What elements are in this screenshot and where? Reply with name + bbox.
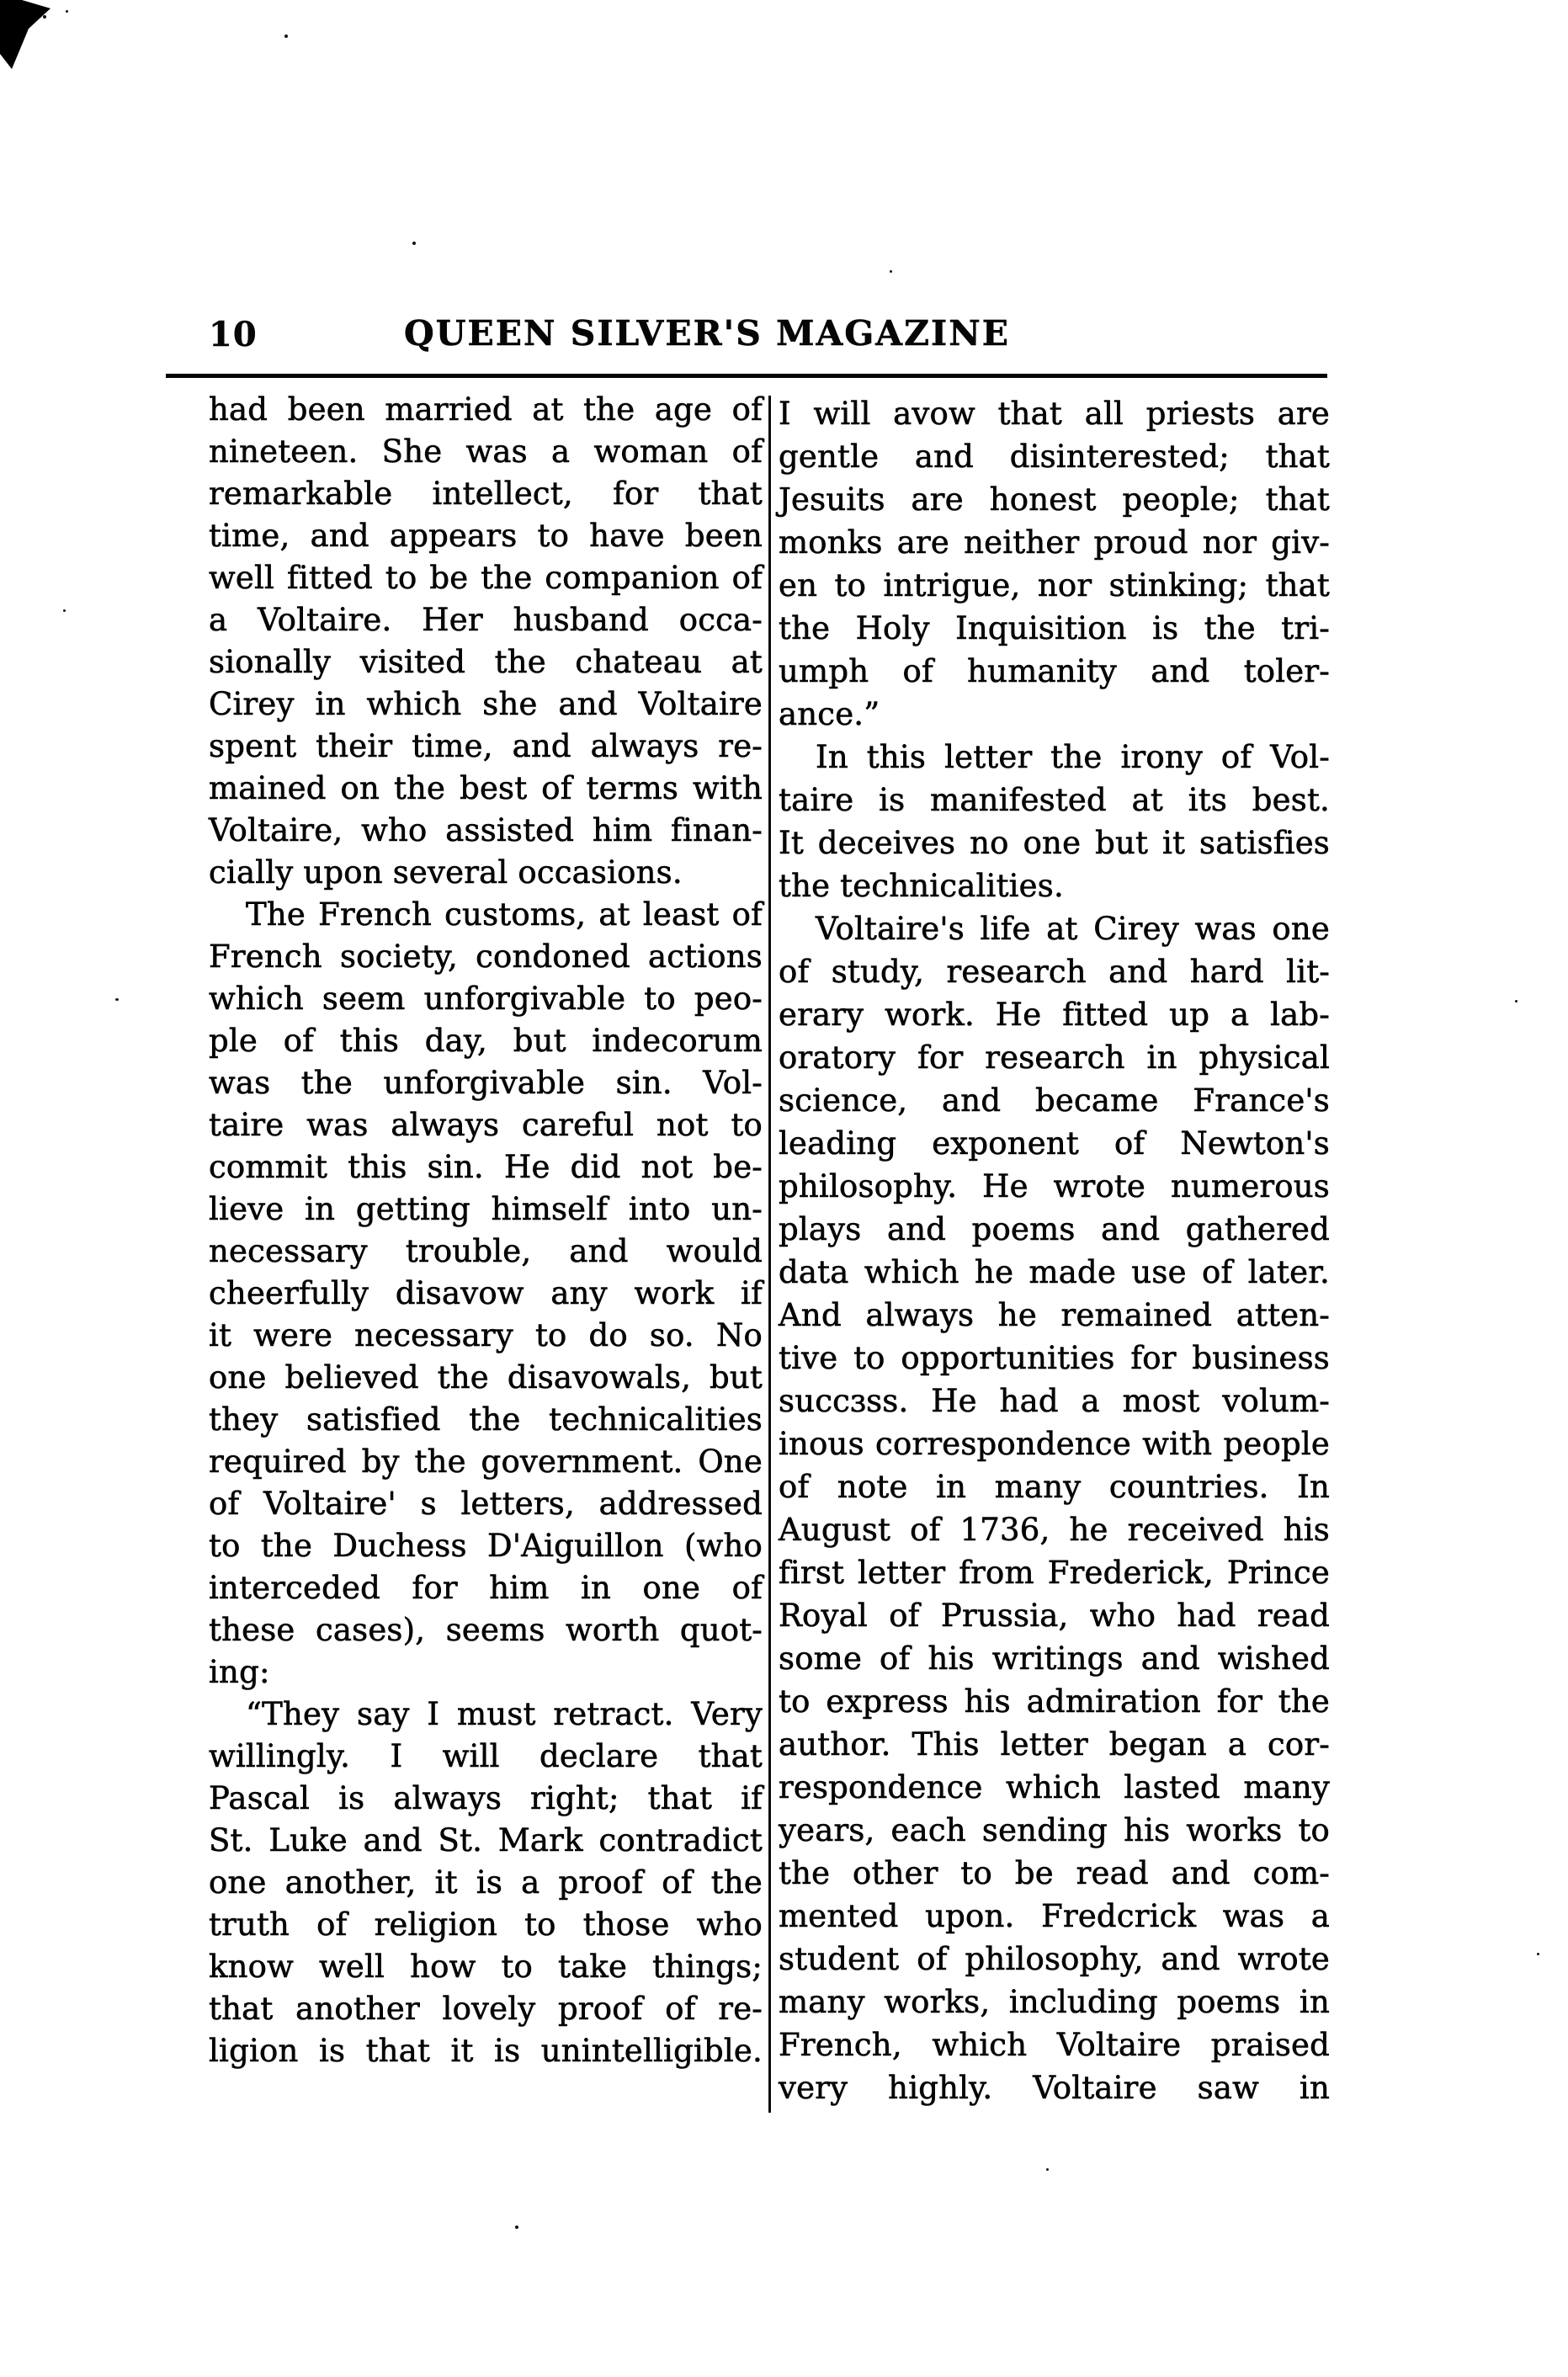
text-line: ing: (209, 1654, 270, 1690)
text-line: to the Duchess D'Aiguillon (who (209, 1528, 763, 1564)
text-line: French, which Voltaire praised (779, 2027, 1330, 2063)
text-line: very highly. Voltaire saw in (779, 2070, 1330, 2106)
text-line: spent their time, and always re- (209, 728, 763, 764)
text-line: succɜss. He had a most volum- (779, 1383, 1330, 1419)
left-column (209, 389, 763, 2072)
text-line: remarkable intellect, for that (209, 476, 763, 512)
text-line: Cirey in which she and Voltaire (209, 686, 763, 722)
ink-speck (115, 998, 119, 1001)
ink-speck (1537, 1953, 1539, 1955)
text-line: to express his admiration for the (779, 1683, 1330, 1720)
ink-mark (0, 0, 61, 77)
text-line: St. Luke and St. Mark contradict (209, 1822, 763, 1859)
text-line: philosophy. He wrote numerous (779, 1168, 1330, 1204)
ink-speck (515, 2225, 518, 2229)
text-line: student of philosophy, and wrote (779, 1941, 1330, 1977)
ink-speck (66, 10, 68, 13)
text-line: leading exponent of Newton's (779, 1125, 1330, 1162)
text-line: well fitted to be the companion of (209, 560, 763, 596)
text-line: Voltaire, who assisted him finan- (209, 812, 763, 848)
text-line: it were necessary to do so. No (209, 1317, 763, 1353)
ink-speck (43, 15, 46, 19)
text-line: time, and appears to have been (209, 518, 763, 554)
text-line: had been married at the age of (209, 391, 763, 428)
text-line: French society, condoned actions (209, 939, 763, 975)
text-line: plays and poems and gathered (779, 1211, 1330, 1247)
text-line: they satisfied the technicalities (209, 1401, 763, 1438)
text-line: ligion is that it is unintelligible. (209, 2033, 763, 2069)
text-line: inous correspondence with people (779, 1426, 1330, 1462)
text-line: willingly. I will declare that (209, 1738, 763, 1774)
text-line: ple of this day, but indecorum (209, 1023, 763, 1059)
text-line: years, each sending his works to (779, 1812, 1330, 1848)
text-line: one believed the disavowals, but (209, 1359, 763, 1396)
ink-speck (412, 242, 416, 245)
text-line: taire was always careful not to (209, 1107, 763, 1143)
text-line: nineteen. She was a woman of (209, 433, 763, 470)
text-line: en to intrigue, nor stinking; that (779, 567, 1330, 604)
text-line: monks are neither proud nor giv- (779, 524, 1330, 561)
text-line: truth of religion to those who (209, 1906, 763, 1943)
ink-speck (63, 609, 66, 612)
text-line: respondence which lasted many (779, 1769, 1330, 1805)
text-line: know well how to take things; (209, 1949, 763, 1985)
text-line: one another, it is a proof of the (209, 1864, 763, 1901)
text-line: And always he remained atten- (779, 1297, 1330, 1333)
text-line: first letter from Frederick, Prince (779, 1555, 1330, 1591)
text-line: of Voltaire' s letters, addressed (209, 1486, 763, 1522)
text-line: tive to opportunities for business (779, 1340, 1330, 1376)
text-line: oratory for research in physical (779, 1040, 1330, 1076)
text-line: ance.” (779, 696, 880, 732)
text-line: The French customs, at least of (246, 896, 763, 933)
column-divider (768, 396, 771, 2113)
ink-speck (1515, 1000, 1518, 1002)
header-rule (166, 374, 1327, 378)
text-line: the other to be read and com- (779, 1855, 1330, 1891)
text-line: some of his writings and wished (779, 1641, 1330, 1677)
text-line: interceded for him in one of (209, 1570, 763, 1606)
text-line: sionally visited the chateau at (209, 644, 763, 680)
page-number: 10 (209, 315, 258, 354)
text-line: “They say I must retract. Very (246, 1696, 763, 1732)
text-line: the Holy Inquisition is the tri- (779, 610, 1330, 646)
text-line: mented upon. Fredcrick was a (779, 1898, 1330, 1934)
text-line: taire is manifested at its best. (779, 782, 1330, 818)
ink-speck (890, 270, 892, 273)
text-line: required by the government. One (209, 1444, 763, 1480)
text-line: umph of humanity and toler- (779, 653, 1330, 689)
text-line: of study, research and hard lit- (779, 954, 1330, 990)
text-line: was the unforgivable sin. Vol- (209, 1065, 763, 1101)
magazine-title: QUEEN SILVER'S MAGAZINE (404, 313, 1010, 354)
text-line: that another lovely proof of re- (209, 1991, 763, 2027)
text-line: Royal of Prussia, who had read (779, 1598, 1330, 1634)
text-line: erary work. He fitted up a lab- (779, 997, 1330, 1033)
text-line: In this letter the irony of Vol- (816, 739, 1330, 775)
text-line: author. This letter began a cor- (779, 1726, 1330, 1763)
text-line: lieve in getting himself into un- (209, 1191, 763, 1227)
text-line: It deceives no one but it satisfies (779, 825, 1330, 861)
text-line: of note in many countries. In (779, 1469, 1330, 1505)
text-line: Voltaire's life at Cirey was one (816, 911, 1330, 947)
text-line: data which he made use of later. (779, 1254, 1330, 1290)
text-line: science, and became France's (779, 1082, 1330, 1119)
text-line: many works, including poems in (779, 1984, 1330, 2020)
text-line: cially upon several occasions. (209, 854, 683, 891)
right-column (779, 392, 1330, 2109)
text-line: cheerfully disavow any work if (209, 1275, 763, 1311)
text-line: Jesuits are honest people; that (779, 481, 1330, 518)
text-line: which seem unforgivable to peo- (209, 981, 763, 1017)
text-line: Pascal is always right; that if (209, 1780, 763, 1816)
text-line: necessary trouble, and would (209, 1233, 763, 1269)
text-line: these cases), seems worth quot- (209, 1612, 763, 1648)
text-line: gentle and disinterested; that (779, 439, 1330, 475)
text-line: mained on the best of terms with (209, 770, 763, 806)
text-line: I will avow that all priests are (779, 396, 1330, 432)
ink-speck (284, 35, 288, 38)
text-line: August of 1736, he received his (779, 1512, 1330, 1548)
text-line: the technicalities. (779, 868, 1064, 904)
ink-speck (1046, 2168, 1049, 2171)
text-line: commit this sin. He did not be- (209, 1149, 763, 1185)
text-line: a Voltaire. Her husband occa- (209, 602, 763, 638)
